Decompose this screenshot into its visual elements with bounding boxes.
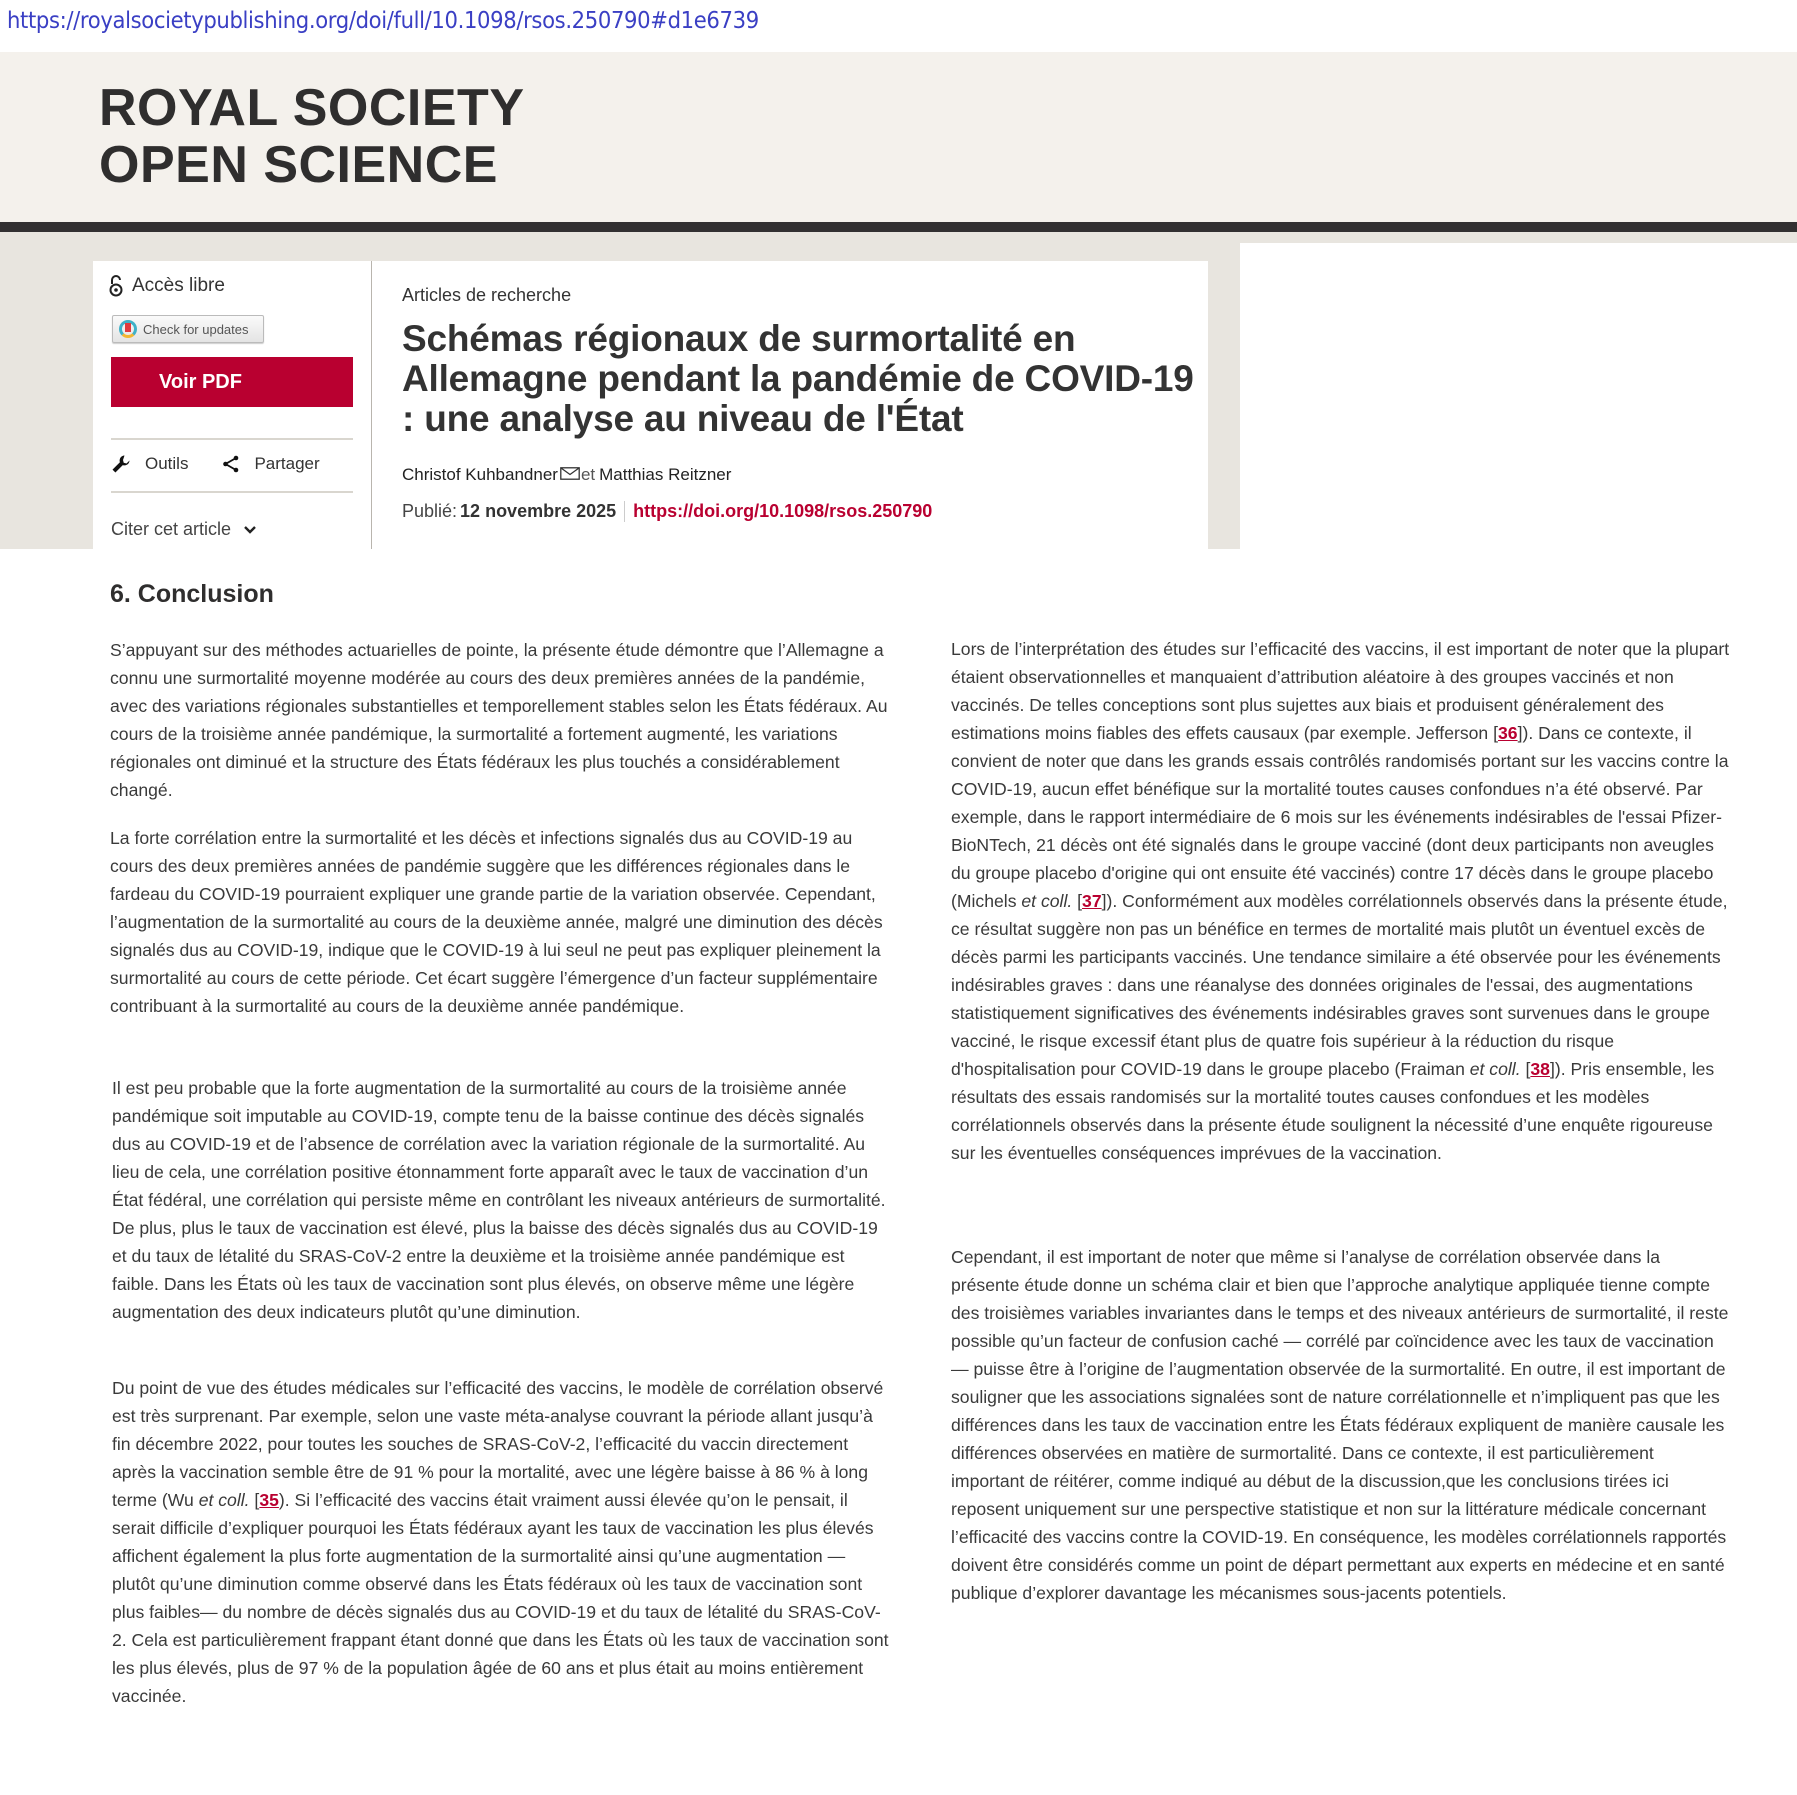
divider <box>111 491 353 493</box>
view-pdf-button[interactable] <box>111 357 353 407</box>
view-pdf-label: Voir PDF <box>159 370 242 393</box>
paragraph: Il est peu probable que la forte augmentation de la surmortalité au cours de la troisième année pandémique soit imputable au COVID-19, compte tenu de la baisse continue des décès signalés dus au COVID-19 et de l’absence de corrélation avec la variation régionale de la surmortalité. Au lieu de cela, une corrélation positive étonnamment forte apparaît avec le taux de vaccination d’un État fédéral, une corrélation qui persiste même en contrôlant les niveaux antérieurs de surmortalité. De plus, plus le taux de vaccination est élevé, plus la baisse des décès signalés dus au COVID-19 et du taux de létalité du SRAS-CoV-2 entre la deuxième et la troisième année pandémique est faible. Dans les États où les taux de vaccination sont plus élevés, on observe même une légère augmentation des deux indicateurs plutôt qu’une diminution. <box>112 1078 886 1322</box>
paragraph: Lors de l’interprétation des études sur l’efficacité des vaccins, il est important de noter que la plupart étaient observationnelles et manquaient d’attribution aléatoire à des groupes vaccinés et non vaccinés. De telles conceptions sont plus sujettes aux biais et produisent généralement des estimations moins fiables des effets causaux (par exemple. Jefferson [36]). Dans ce contexte, il convient de noter que dans les grands essais contrôlés randomisés portant sur les vaccins contre la COVID-19, aucun effet bénéfique sur la mortalité toutes causes confondues n’a été observé. Par exemple, dans le rapport intermédiaire de 6 mois sur les événements indésirables de l'essai Pfizer-BioNTech, 21 décès ont été signalés dans le groupe vacciné (dont deux participants non aveugles du groupe placebo d'origine qui ont ensuite été vaccinés) contre 17 décès dans le groupe placebo (Michels et coll. [37]). Conformément aux modèles corrélationnels observés dans la présente étude, ce résultat suggère non pas un bénéfice en termes de mortalité mais plutôt un éventuel excès de décès parmi les participants vaccinés. Une tendance similaire a été observée pour les événements indésirables graves : dans une réanalyse des données originales de l'essai, des augmentations statistiquement significatives des événements indésirables graves sont survenues dans le groupe vacciné, le risque excessif étant plus de quatre fois supérieur à la réduction du risque d'hospitalisation pour COVID-19 dans le groupe placebo (Fraiman et coll. [38]). Pris ensemble, les résultats des essais randomisés sur la mortalité toutes causes confondues et les modèles corrélationnels observés dans la présente étude soulignent la nécessité d’une enquête rigoureuse sur les éventuelles conséquences imprévues de la vaccination. <box>951 639 1730 1163</box>
tools-label: Outils <box>145 454 189 473</box>
paragraph: Cependant, il est important de noter que même si l’analyse de corrélation observée dans la présente étude donne un schéma clair et bien que l’approche analytique appliquée tienne compte des troisièmes variables invariantes dans le temps et des niveaux antérieurs de surmortalité, il reste possible qu’un facteur de confusion caché — corrélé par coïncidence avec les taux de vaccination— puisse être à l’origine de l’augmentation observée de la surmortalité. En outre, il est important de souligner que les associations signalées sont de nature corrélationnelle et n’impliquent pas que les différences dans les taux de vaccination entre les États fédéraux expliquent de manière causale les différences observées en matière de surmortalité. Dans ce contexte, il est particulièrement important de réitérer, comme indiqué au début de la discussion,que les conclusions tirées ici reposent uniquement sur une perspective statistique et non sur la littérature médicale concernant l’efficacité des vaccins contre la COVID-19. En conséquence, les modèles corrélationnels rapportés doivent être considérés comme un point de départ permettant aux experts en médecine et en santé publique d’explorer davantage les mécanismes sous-jacents potentiels. <box>951 1247 1729 1603</box>
body-column-left <box>112 1374 892 1710</box>
article-type: Articles de recherche <box>402 285 572 305</box>
address-bar[interactable] <box>0 0 1797 52</box>
article-sidebar <box>93 261 371 549</box>
article-header <box>371 261 1208 549</box>
text-run: Du point de vue des études médicales sur l’efficacité des vaccins, le modèle de corrélation observé est très surprenant. Par exemple, selon une vaste méta-analyse couvrant la période allant jusqu’à fin décembre 2022, pour toutes les souches de SRAS-CoV-2, l’efficacité du vaccin directement après la vaccination semble être de 91 % pour la mortalité, avec une légère baisse à 86 % à long terme (Wu <box>112 1378 884 1510</box>
envelope-icon[interactable] <box>560 467 580 480</box>
open-access-label: Accès libre <box>132 275 225 296</box>
published-date: 12 novembre 2025 <box>460 501 625 522</box>
check-for-updates-button[interactable] <box>112 315 264 343</box>
text-run: ]). Pris ensemble, les résultats des essais randomisés sur la mortalité toutes causes confondues et les modèles corrélationnels observés dans la présente étude soulignent la nécessité d’une enquête rigoureuse sur les éventuelles conséquences imprévues de la vaccination. <box>951 1059 1715 1163</box>
header-divider <box>0 222 1797 232</box>
divider <box>111 438 353 440</box>
journal-logo[interactable] <box>99 80 525 194</box>
journal-header <box>0 52 1797 222</box>
url-text[interactable]: https://royalsocietypublishing.org/doi/full/10.1098/rsos.250790#d1e6739 <box>7 8 759 34</box>
text-run: ]). Dans ce contexte, il convient de noter que dans les grands essais contrôlés randomisés portant sur les vaccins contre la COVID-19, aucun effet bénéfique sur la mortalité toutes causes confondues n’a été observé. Par exemple, dans le rapport intermédiaire de 6 mois sur les événements indésirables de l'essai Pfizer-BioNTech, 21 décès ont été signalés dans le groupe vacciné (dont deux participants non aveugles du groupe placebo d'origine qui ont ensuite été vaccinés) contre 17 décès dans le groupe placebo (Michels <box>951 723 1729 911</box>
author-separator: et <box>580 465 596 484</box>
body-column-right <box>951 1243 1731 1607</box>
chevron-down-icon <box>243 525 257 535</box>
paragraph: La forte corrélation entre la surmortalité et les décès et infections signalés dus au COVID-19 au cours des deux premières années de pandémie suggère que les différences régionales dans le fardeau du COVID-19 pourraient expliquer une grande partie de la variation observée. Cependant, l’augmentation de la surmortalité au cours de la deuxième année, malgré une diminution des décès signalés dus au COVID-19, indique que le COVID-19 à lui seul ne peut pas expliquer pleinement la surmortalité au cours de cette période. Cet écart suggère l’émergence d’un facteur supplémentaire contribuant à la surmortalité au cours de la deuxième année pandémique. <box>110 828 883 1016</box>
open-access-badge <box>109 275 225 297</box>
article-title: Schémas régionaux de surmortalité en Allemagne pendant la pandémie de COVID-19 : une analyse au niveau de l'État <box>402 318 1194 439</box>
publication-info <box>402 501 932 522</box>
reference-link[interactable]: 38 <box>1530 1059 1550 1079</box>
text-run: ). Si l’efficacité des vaccins était vraiment aussi élevée qu’on le pensait, il serait difficile d’expliquer pourquoi les États fédéraux ayant les taux de vaccination les plus élevés affichent également la plus forte augmentation de la surmortalité ainsi qu’une augmentation — plutôt qu’une diminution comme observé dans les États fédéraux où les taux de vaccination sont plus faibles— du nombre de décès signalés dus au COVID-19 et du taux de létalité du SRAS-CoV-2. Cela est particulièrement frappant étant donné que dans les États où les taux de vaccination sont les plus élevés, plus de 97 % de la population âgée de 60 ans et plus était au moins entièrement vaccinée. <box>112 1490 889 1706</box>
crossmark-icon <box>119 320 137 338</box>
reference-link[interactable]: 35 <box>259 1490 279 1510</box>
published-label: Publié: <box>402 501 458 521</box>
text-run: Lors de l’interprétation des études sur l’efficacité des vaccins, il est important de noter que la plupart étaient observationnelles et manquaient d’attribution aléatoire à des groupes vaccinés et non vaccinés. De telles conceptions sont plus sujettes aux biais et produisent généralement des estimations moins fiables des effets causaux (par exemple. Jefferson [ <box>951 639 1730 743</box>
paragraph: S’appuyant sur des méthodes actuarielles de pointe, la présente étude démontre que l’Allemagne a connu une surmortalité moyenne modérée au cours des deux premières années de la pandémie, avec des variations régionales substantielles et temporellement stables selon les États fédéraux. Au cours de la troisième année pandémique, la surmortalité a fortement augmenté, les variations régionales ont diminué et la structure des États fédéraux les plus touchés a considérablement changé. <box>110 640 888 800</box>
brand-line-2: OPEN SCIENCE <box>99 136 498 194</box>
body-column-left <box>110 636 890 804</box>
body-column-left <box>112 1074 892 1326</box>
cite-article-dropdown[interactable] <box>111 519 257 540</box>
article-tools-row <box>111 454 320 474</box>
section-heading: 6. Conclusion <box>110 580 274 608</box>
share-icon <box>222 455 240 473</box>
share-button[interactable] <box>222 454 319 474</box>
blank-panel <box>1240 243 1797 549</box>
et-coll: et coll. <box>1469 1059 1521 1079</box>
tools-button[interactable] <box>111 454 188 474</box>
author-list <box>402 465 731 485</box>
open-access-lock-icon <box>109 275 123 297</box>
check-for-updates-label: Check for updates <box>143 321 249 337</box>
text-run: ]). Conformément aux modèles corrélationnels observés dans la présente étude, ce résultat suggère non pas un bénéfice en termes de mortalité mais plutôt un éventuel excès de décès parmi les participants vaccinés. Une tendance similaire a été observée pour les événements indésirables graves : dans une réanalyse des données originales de l'essai, des augmentations statistiquement significatives des événements indésirables graves sont survenues dans le groupe vacciné, le risque excessif étant plus de quatre fois supérieur à la réduction du risque d'hospitalisation pour COVID-19 dans le groupe placebo (Fraiman <box>951 891 1728 1079</box>
body-column-left <box>110 824 890 1020</box>
author-link[interactable]: Matthias Reitzner <box>599 465 732 484</box>
wrench-icon <box>111 454 131 474</box>
brand-line-1: ROYAL SOCIETY <box>99 79 525 137</box>
reference-link[interactable]: 37 <box>1082 891 1102 911</box>
doi-link[interactable]: https://doi.org/10.1098/rsos.250790 <box>633 501 933 521</box>
paragraph: Du point de vue des études médicales sur l’efficacité des vaccins, le modèle de corrélation observé est très surprenant. Par exemple, selon une vaste méta-analyse couvrant la période allant jusqu’à fin décembre 2022, pour toutes les souches de SRAS-CoV-2, l’efficacité du vaccin directement après la vaccination semble être de 91 % pour la mortalité, avec une légère baisse à 86 % à long terme (Wu et coll. [35). Si l’efficacité des vaccins était vraiment aussi élevée qu’on le pensait, il serait difficile d’expliquer pourquoi les États fédéraux ayant les taux de vaccination les plus élevés affichent également la plus forte augmentation de la surmortalité ainsi qu’une augmentation — plutôt qu’une diminution comme observé dans les États fédéraux où les taux de vaccination sont plus faibles— du nombre de décès signalés dus au COVID-19 et du taux de létalité du SRAS-CoV-2. Cela est particulièrement frappant étant donné que dans les États où les taux de vaccination sont les plus élevés, plus de 97 % de la population âgée de 60 ans et plus était au moins entièrement vaccinée. <box>112 1378 889 1706</box>
share-label: Partager <box>254 454 320 473</box>
et-coll: et coll. <box>198 1490 250 1510</box>
author-link[interactable]: Christof Kuhbandner <box>402 465 558 484</box>
reference-link[interactable]: 36 <box>1498 723 1518 743</box>
et-coll: et coll. <box>1021 891 1073 911</box>
body-column-right <box>951 635 1731 1167</box>
cite-article-label: Citer cet article <box>111 519 232 539</box>
